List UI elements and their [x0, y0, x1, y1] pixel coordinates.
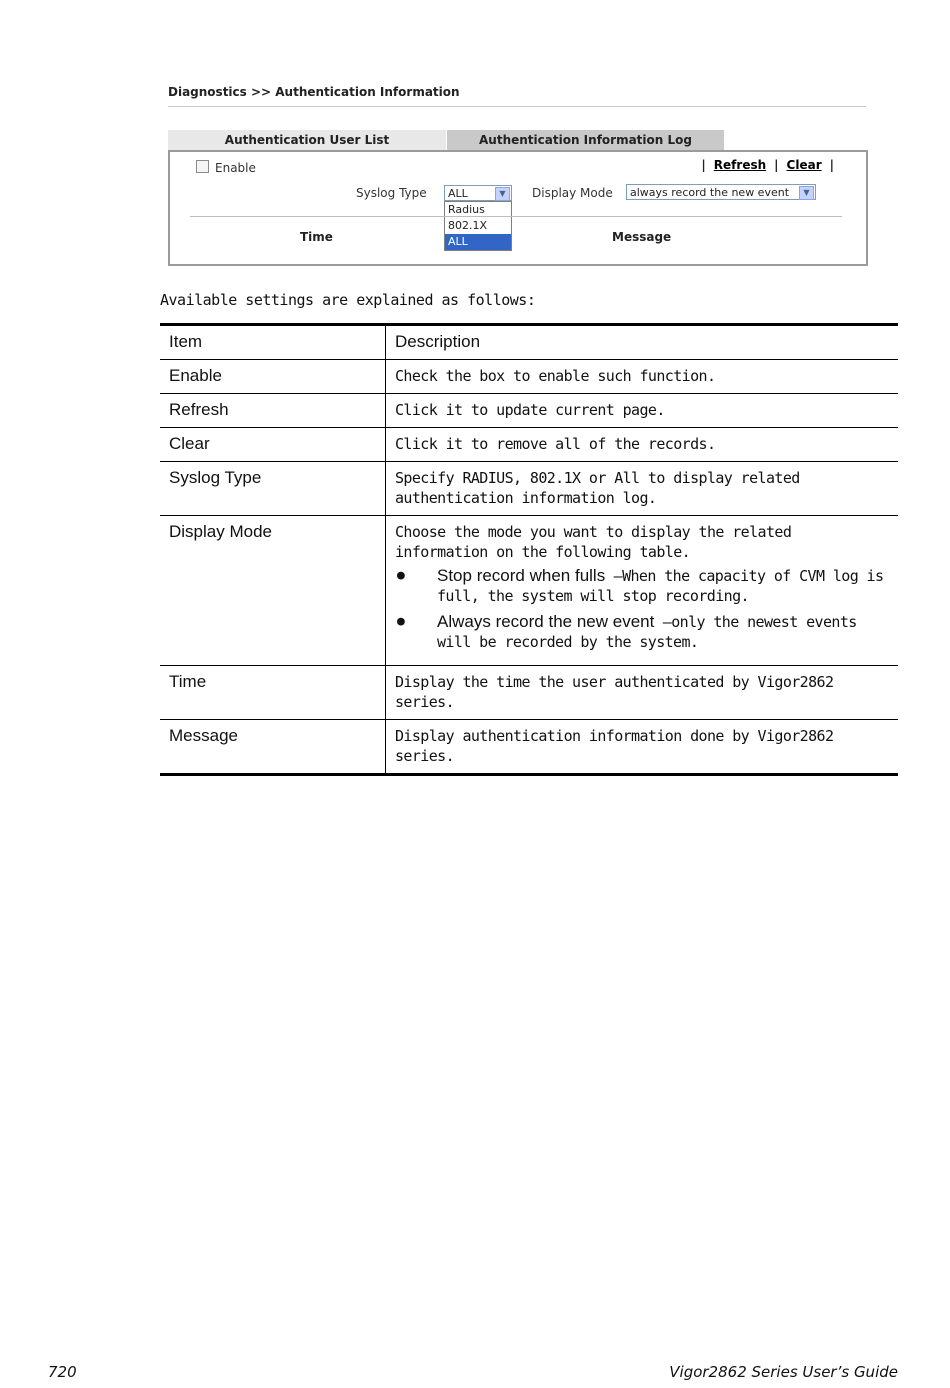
syslog-type-value: ALL — [448, 187, 468, 200]
enable-row — [196, 160, 256, 175]
table-row — [160, 666, 898, 720]
option-term: Always record the new event — [437, 612, 655, 631]
display-mode-value: always record the new event — [630, 186, 790, 199]
option-term: Stop record when fulls — [437, 566, 606, 585]
syslog-option-radius[interactable]: Radius — [448, 203, 485, 216]
table-row — [160, 720, 898, 775]
router-screenshot — [168, 84, 868, 248]
action-links — [693, 158, 842, 172]
tab-authentication-user-list[interactable]: Authentication User List — [168, 130, 446, 150]
breadcrumb-divider — [168, 106, 866, 107]
row-item: Message — [160, 720, 386, 775]
option-text: –When the capacity of CVM log is full, the system will stop recording. — [437, 567, 884, 605]
table-header-row — [160, 325, 898, 360]
syslog-option-all[interactable]: ALL — [445, 234, 511, 250]
list-item — [395, 612, 889, 652]
syslog-type-dropdown — [444, 201, 512, 251]
link-separator: | — [701, 158, 706, 172]
refresh-link[interactable]: Refresh — [713, 158, 767, 172]
row-item: Time — [160, 666, 386, 720]
row-item: Enable — [160, 360, 386, 394]
display-mode-select[interactable] — [626, 184, 816, 200]
settings-table — [160, 323, 898, 776]
clear-link[interactable]: Clear — [786, 158, 822, 172]
row-description: Display authentication information done by Vigor2862 series. — [386, 720, 899, 775]
table-row — [160, 516, 898, 666]
row-description: Check the box to enable such function. — [386, 360, 899, 394]
page-number: 720 — [48, 1363, 77, 1381]
syslog-type-label: Syslog Type — [356, 186, 427, 200]
tab-authentication-information-log[interactable]: Authentication Information Log — [447, 130, 724, 150]
table-row — [160, 360, 898, 394]
log-panel — [168, 150, 868, 266]
column-header-message: Message — [612, 230, 672, 244]
list-item — [395, 566, 889, 606]
table-row — [160, 394, 898, 428]
breadcrumb: Diagnostics >> Authentication Information — [168, 85, 460, 99]
tab-bar — [168, 130, 868, 150]
row-description: Click it to update current page. — [386, 394, 899, 428]
link-separator: | — [829, 158, 834, 172]
enable-label: Enable — [215, 161, 256, 175]
row-description: Specify RADIUS, 802.1X or All to display related authentication information log. — [386, 462, 899, 516]
row-item: Clear — [160, 428, 386, 462]
header-description: Description — [386, 325, 899, 360]
header-item: Item — [160, 325, 386, 360]
row-item: Refresh — [160, 394, 386, 428]
table-row — [160, 428, 898, 462]
column-header-time: Time — [300, 230, 333, 244]
display-mode-options — [395, 566, 889, 652]
link-separator: | — [774, 158, 779, 172]
chevron-down-icon[interactable]: ▼ — [799, 186, 814, 200]
row-description: Display the time the user authenticated by Vigor2862 series. — [386, 666, 899, 720]
guide-title: Vigor2862 Series User’s Guide — [669, 1363, 898, 1381]
row-item: Syslog Type — [160, 462, 386, 516]
option-text: –only the newest events will be recorded by the system. — [437, 613, 857, 651]
row-description: Click it to remove all of the records. — [386, 428, 899, 462]
intro-text: Available settings are explained as follows: — [160, 291, 536, 309]
enable-checkbox[interactable] — [196, 160, 209, 173]
display-mode-desc: Choose the mode you want to display the related information on the following table. — [395, 523, 792, 561]
row-item: Display Mode — [160, 516, 386, 666]
syslog-type-select[interactable] — [444, 185, 512, 201]
chevron-down-icon[interactable]: ▼ — [495, 187, 510, 201]
syslog-option-8021x[interactable]: 802.1X — [448, 219, 488, 232]
row-description — [386, 516, 899, 666]
panel-divider — [190, 216, 842, 217]
table-row — [160, 462, 898, 516]
display-mode-label: Display Mode — [532, 186, 613, 200]
